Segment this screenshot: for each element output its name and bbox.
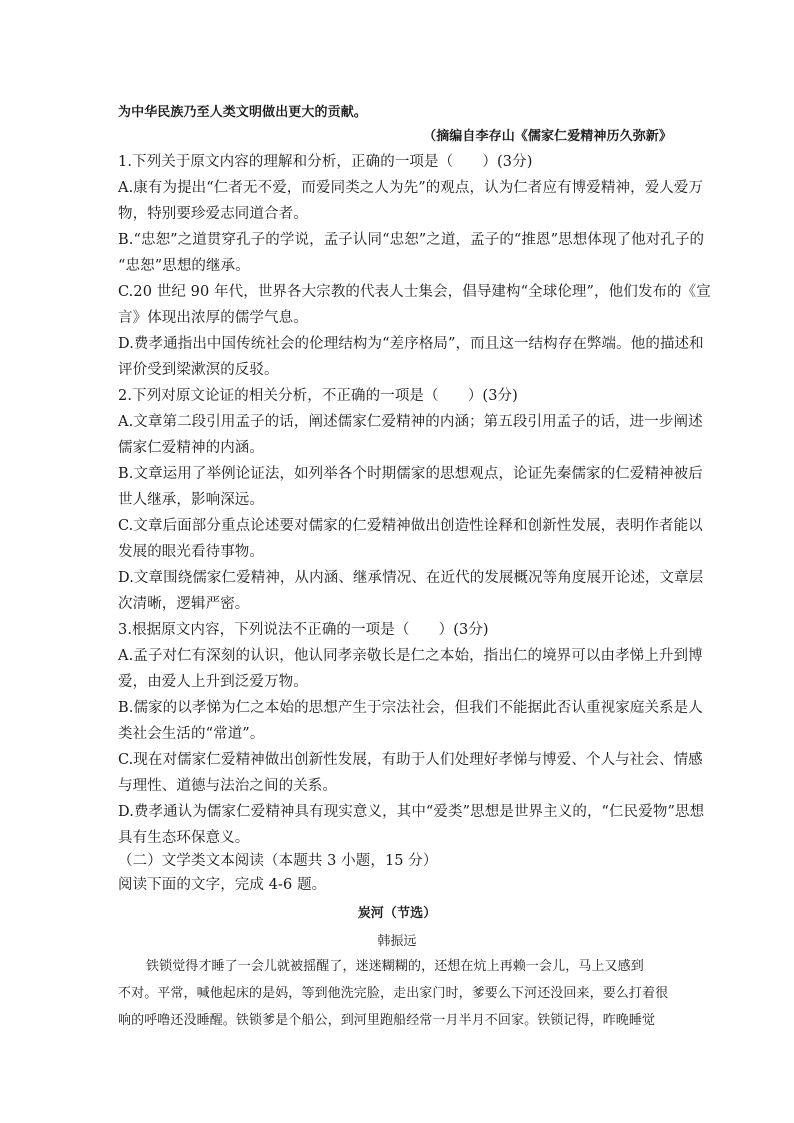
question-3-option-b-line1: B.儒家的以孝悌为仁之本始的思想产生于宗法社会，但我们不能据此否认重视家庭关系是人 <box>118 700 703 716</box>
question-2-option-a-line2: 儒家仁爱精神的内涵。 <box>118 440 264 456</box>
question-2-option-c-line2: 发展的眼光看待事物。 <box>118 544 264 560</box>
question-1-option-d-line1: D.费孝通指出中国传统社会的伦理结构为“差序格局”，而且这一结构存在弊端。他的描述和 <box>118 336 704 352</box>
story-title: 炭河（节选） <box>357 906 437 921</box>
section-2-instruction: 阅读下面的文字，完成 4-6 题。 <box>118 877 327 893</box>
story-author: 韩振远 <box>377 934 417 949</box>
question-3-option-d-line2: 具有生态环保意义。 <box>118 830 250 846</box>
question-3-option-a-line1: A.孟子对仁有深刻的认识，他认同孝亲敬长是仁之本始，指出仁的境界可以由孝悌上升到博 <box>118 648 703 664</box>
story-paragraph-line-1: 铁锁觉得才睡了一会儿就被摇醒了，迷迷糊糊的，还想在炕上再赖一会儿，马上又感到 <box>146 959 644 974</box>
question-1-option-d-line2: 评价受到梁漱溟的反驳。 <box>118 362 279 378</box>
question-1-option-b-line2: “忠恕”思想的继承。 <box>118 258 250 274</box>
passage-tail-line: 为中华民族乃至人类文明做出更大的贡献。 <box>118 105 367 120</box>
question-3-option-c-line2: 与理性、道德与法治之间的关系。 <box>118 778 337 794</box>
question-2-option-a-line1: A.文章第二段引用孟子的话，阐述儒家仁爱精神的内涵；第五段引用孟子的话，进一步阐述 <box>118 414 703 430</box>
question-3-stem: 3.根据原文内容，下列说法不正确的一项是（ ）(3分) <box>118 622 489 638</box>
question-2-option-c-line1: C.文章后面部分重点论述要对儒家的仁爱精神做出创造性诠释和创新性发展，表明作者能以 <box>118 518 703 534</box>
question-3-option-c-line1: C.现在对儒家仁爱精神做出创新性发展，有助于人们处理好孝悌与博爱、个人与社会、情感 <box>118 752 703 768</box>
question-2-option-d-line2: 次清晰，逻辑严密。 <box>118 596 250 612</box>
story-paragraph-line-3: 响的呼噜还没睡醒。铁锁爹是个船公，到河里跑船经常一月半月不回家。铁锁记得，昨晚睡觉 <box>118 1013 656 1028</box>
question-1-option-b-line1: B.“忠恕”之道贯穿孔子的学说，孟子认同“忠恕”之道，孟子的“推恩”思想体现了他对孔子的 <box>118 232 705 248</box>
question-1-option-c-line2: 言》体现出浓厚的儒学气息。 <box>118 310 308 326</box>
passage-source: （摘编自李存山《儒家仁爱精神历久弥新》 <box>423 129 672 144</box>
question-1-option-a-line2: 物，特别要珍爱志同道合者。 <box>118 206 308 222</box>
question-3-option-d-line1: D.费孝通认为儒家仁爱精神具有现实意义，其中“爱类”思想是世界主义的，“仁民爱物”思想 <box>118 804 705 820</box>
question-1-stem: 1.下列关于原文内容的理解和分析，正确的一项是（ ）(3分) <box>118 154 533 170</box>
question-2-option-b-line2: 世人继承，影响深远。 <box>118 492 264 508</box>
question-2-option-d-line1: D.文章围绕儒家仁爱精神，从内涵、继承情况、在近代的发展概况等角度展开论述，文章层 <box>118 570 704 586</box>
question-2-option-b-line1: B.文章运用了举例论证法，如列举各个时期儒家的思想观点，论证先秦儒家的仁爱精神被后 <box>118 466 703 482</box>
story-paragraph-line-2: 不对。平常，喊他起床的是妈，等到他洗完脸，走出家门时，爹要么下河还没回来，要么打着很 <box>118 986 669 1001</box>
section-2-heading: （二）文学类文本阅读（本题共 3 小题，15 分） <box>118 853 438 869</box>
question-2-stem: 2.下列对原文论证的相关分析，不正确的一项是（ ）(3分) <box>118 388 518 404</box>
question-3-option-a-line2: 爱，由爱人上升到泛爱万物。 <box>118 674 308 690</box>
question-1-option-c-line1: C.20 世纪 90 年代，世界各大宗教的代表人士集会，倡导建构“全球伦理”，他们发布的《宣 <box>118 284 711 300</box>
question-1-option-a-line1: A.康有为提出“仁者无不爱，而爱同类之人为先”的观点，认为仁者应有博爱精神，爱人爱万 <box>118 180 704 196</box>
question-3-option-b-line2: 类社会生活的“常道”。 <box>118 726 265 742</box>
